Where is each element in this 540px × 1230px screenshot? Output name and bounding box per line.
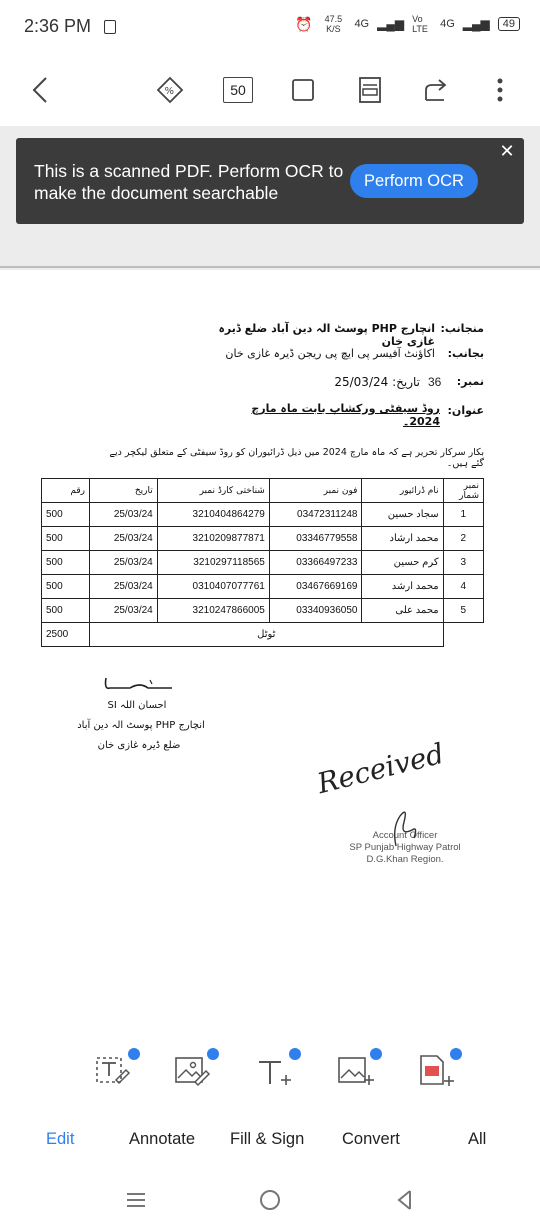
home-icon — [258, 1188, 282, 1212]
cell-date: 25/03/24 — [89, 551, 157, 575]
cell-date: 25/03/24 — [89, 503, 157, 527]
header-sr: نمبر شمار — [443, 479, 483, 503]
page-count-button[interactable] — [218, 70, 258, 110]
number-label: نمبر: — [456, 375, 484, 388]
nav-home-button[interactable] — [250, 1185, 290, 1215]
signatory-title: انچارج PHP پوسٹ الہ دین آباد — [77, 720, 205, 731]
cell-name: کرم حسین — [362, 551, 443, 575]
cell-cnic: 3210247866005 — [157, 599, 269, 623]
number-value: 36 — [428, 375, 442, 389]
svg-text:%: % — [164, 86, 175, 97]
table-total-row — [42, 623, 484, 647]
header-cnic: شناختی کارڈ نمبر — [157, 479, 269, 503]
header-name: نام ڈرائیور — [362, 479, 443, 503]
table-row — [42, 599, 484, 623]
cell-sr: 3 — [443, 551, 483, 575]
cell-phone: 03346779558 — [269, 527, 362, 551]
gallery-notification-icon — [104, 20, 116, 34]
tab-convert[interactable]: Convert — [342, 1130, 400, 1148]
tab-all[interactable]: All — [468, 1130, 487, 1148]
new-badge — [450, 1048, 462, 1060]
cell-phone: 03467669169 — [269, 575, 362, 599]
signatory-district: ضلع ڈیرہ غازی خان — [97, 740, 181, 751]
header-phone: فون نمبر — [269, 479, 362, 503]
more-icon — [495, 76, 505, 104]
net-speed: 47.5 K/S — [324, 14, 343, 34]
nav-back-button[interactable] — [384, 1185, 424, 1215]
cell-amount: 500 — [42, 575, 90, 599]
cell-name: محمد ارشاد — [362, 527, 443, 551]
cell-sr: 4 — [443, 575, 483, 599]
subject-label: عنوان: — [447, 404, 484, 417]
cell-cnic: 3210297118565 — [157, 551, 269, 575]
top-toolbar — [0, 56, 540, 126]
status-time: 2:36 PM — [24, 16, 92, 36]
new-badge — [370, 1048, 382, 1060]
recents-icon — [125, 1190, 147, 1210]
intro-text: بکار سرکار تحریر ہے کہ ماہ مارچ 2024 میں ذیل ڈرائیوران کو روڈ سیفٹی کے متعلق لیکچر دیے گئے ہیں۔ — [109, 447, 484, 469]
cell-name: محمد علی — [362, 599, 443, 623]
table-header-row — [42, 479, 484, 503]
volte-label: Vo LTE — [412, 14, 428, 34]
edit-text-tool[interactable] — [94, 1048, 146, 1092]
stamp-line2: SP Punjab Highway Patrol — [349, 842, 461, 853]
signal-bars-icon: ▂▄▆ — [377, 17, 405, 31]
table-row — [42, 575, 484, 599]
tag-icon — [155, 75, 185, 105]
cell-name: محمد ارشد — [362, 575, 443, 599]
tab-fill-sign[interactable]: Fill & Sign — [230, 1130, 305, 1148]
status-icons — [295, 14, 520, 34]
signal-label-1: 4G — [354, 18, 370, 30]
cell-phone: 03366497233 — [269, 551, 362, 575]
subject-text: روڈ سیفٹی ورکشاپ بابت ماہ مارچ 2024۔ — [251, 402, 440, 428]
edit-image-tool[interactable] — [173, 1048, 225, 1092]
more-button[interactable] — [480, 70, 520, 110]
add-text-tool[interactable] — [255, 1048, 307, 1092]
battery-icon: 49 — [498, 17, 520, 31]
stamp-signature — [386, 808, 422, 848]
fullscreen-button[interactable] — [283, 70, 323, 110]
cell-amount: 500 — [42, 503, 90, 527]
cell-sr: 1 — [443, 503, 483, 527]
signatory-name: احسان اللہ SI — [107, 700, 167, 711]
cell-phone: 03340936050 — [269, 599, 362, 623]
cell-date: 25/03/24 — [89, 527, 157, 551]
cell-sr: 2 — [443, 527, 483, 551]
cell-name: سجاد حسین — [362, 503, 443, 527]
back-button[interactable] — [20, 70, 60, 110]
from-label: منجانب: — [440, 322, 484, 335]
cell-cnic: 3210209877871 — [157, 527, 269, 551]
new-badge — [289, 1048, 301, 1060]
cell-cnic: 3210404864279 — [157, 503, 269, 527]
table-row — [42, 503, 484, 527]
ocr-message: This is a scanned PDF. Perform OCR to make the document searchable — [34, 161, 344, 203]
cell-phone: 03472311248 — [269, 503, 362, 527]
fullscreen-icon — [290, 77, 316, 103]
signature-image — [100, 674, 180, 696]
stamp-line1: Account Officer — [372, 830, 438, 841]
tag-button[interactable] — [150, 70, 190, 110]
received-handwriting: Received — [313, 736, 448, 801]
alarm-icon: ⏰ — [295, 15, 313, 32]
cell-sr: 5 — [443, 599, 483, 623]
table-row — [42, 527, 484, 551]
page-layout-icon — [357, 76, 383, 104]
nav-back-icon — [394, 1188, 414, 1212]
tab-annotate[interactable]: Annotate — [129, 1130, 196, 1148]
close-icon[interactable]: ✕ — [499, 140, 515, 162]
nav-recents-button[interactable] — [116, 1185, 156, 1215]
status-bar — [0, 0, 540, 56]
pdf-convert-tool[interactable] — [416, 1048, 468, 1092]
add-image-tool[interactable] — [336, 1048, 388, 1092]
share-button[interactable] — [416, 70, 456, 110]
cell-amount: 500 — [42, 551, 90, 575]
to-label: بجانب: — [447, 347, 484, 360]
cell-total-amount: 2500 — [42, 623, 90, 647]
from-text: انچارج PHP پوسٹ الہ دین آباد ضلع ڈیرہ غازی خان — [218, 322, 435, 348]
header-date: تاریخ — [89, 479, 157, 503]
page-layout-button[interactable] — [350, 70, 390, 110]
signal-bars-icon-2: ▂▄▆ — [462, 17, 490, 31]
tab-edit[interactable]: Edit — [46, 1130, 75, 1148]
signal-label-2: 4G — [440, 18, 455, 30]
stamp-line3: D.G.Khan Region. — [366, 854, 444, 865]
perform-ocr-button[interactable]: Perform OCR — [350, 164, 478, 198]
share-icon — [422, 76, 450, 104]
page-divider — [0, 266, 540, 268]
cell-date: 25/03/24 — [89, 575, 157, 599]
cell-total-label: ٹوٹل — [89, 623, 443, 647]
cell-date: 25/03/24 — [89, 599, 157, 623]
drivers-table — [41, 478, 484, 647]
table-row — [42, 551, 484, 575]
page-count: 50 — [223, 77, 253, 103]
header-amount: رقم — [42, 479, 90, 503]
date-text: تاریخ: 25/03/24 — [334, 375, 420, 389]
cell-cnic: 0310407077761 — [157, 575, 269, 599]
cell-amount: 500 — [42, 527, 90, 551]
cell-amount: 500 — [42, 599, 90, 623]
new-badge — [207, 1048, 219, 1060]
to-text: اکاؤنٹ آفیسر پی ایچ پی ریجن ڈیرہ غازی خان — [225, 347, 435, 360]
back-icon — [30, 76, 50, 104]
ocr-banner — [16, 138, 524, 224]
new-badge — [128, 1048, 140, 1060]
